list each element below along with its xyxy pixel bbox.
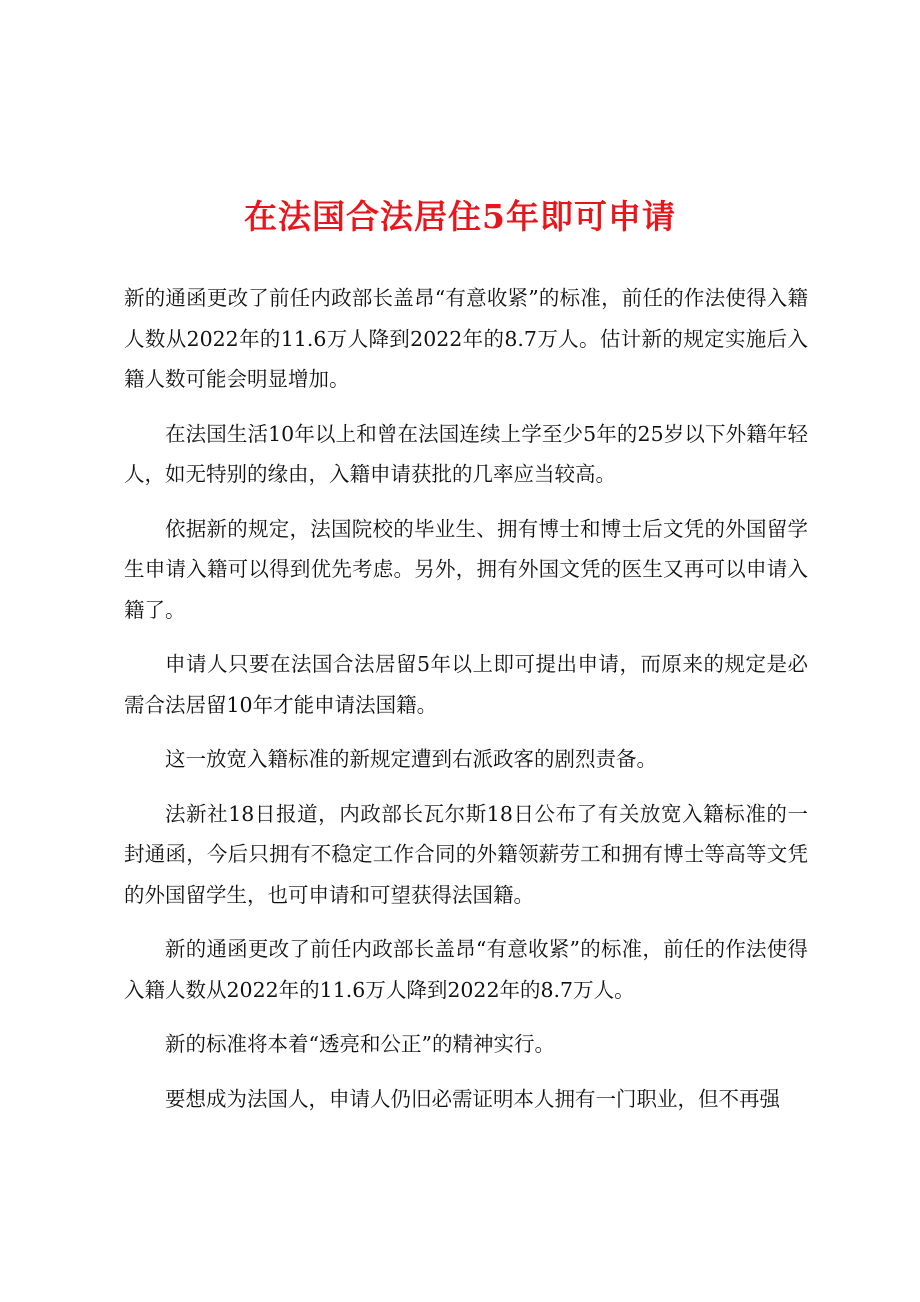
paragraph: 这一放宽入籍标准的新规定遭到右派政客的剧烈责备。 [165, 747, 657, 771]
paragraph: 在法国生活10年以上和曾在法国连续上学至少5年的25岁以下外籍年轻人，如无特别的缘由，入籍申请获批的几率应当较高。 [124, 421, 808, 486]
document-title: 在法国合法居住5年即可申请 [244, 197, 676, 236]
paragraph: 新的通函更改了前任内政部长盖昂“有意收紧”的标准，前任的作法使得入籍人数从2022年的11.6万人降到2022年的8.7万人。估计新的规定实施后入籍人数可能会明显增加。 [124, 286, 808, 391]
paragraph: 依据新的规定，法国院校的毕业生、拥有博士和博士后文凭的外国留学生申请入籍可以得到优先考虑。另外，拥有外国文凭的医生又再可以申请入籍了。 [124, 516, 808, 622]
paragraph: 新的通函更改了前任内政部长盖昂“有意收紧”的标准，前任的作法使得入籍人数从2022年的11.6万人降到2022年的8.7万人。 [124, 937, 808, 1002]
paragraph: 新的标准将本着“透亮和公正”的精神实行。 [165, 1032, 555, 1056]
document-body [124, 278, 808, 1133]
paragraph: 申请人只要在法国合法居留5年以上即可提出申请，而原来的规定是必需合法居留10年才能申请法国籍。 [124, 652, 808, 717]
paragraph: 法新社18日报道，内政部长瓦尔斯18日公布了有关放宽入籍标准的一封通函，今后只拥有不稳定工作合同的外籍领薪劳工和拥有博士等高等文凭的外国留学生，也可申请和可望获得法国籍。 [124, 801, 808, 907]
paragraph: 要想成为法国人，申请人仍旧必需证明本人拥有一门职业，但不再强 [165, 1086, 780, 1111]
